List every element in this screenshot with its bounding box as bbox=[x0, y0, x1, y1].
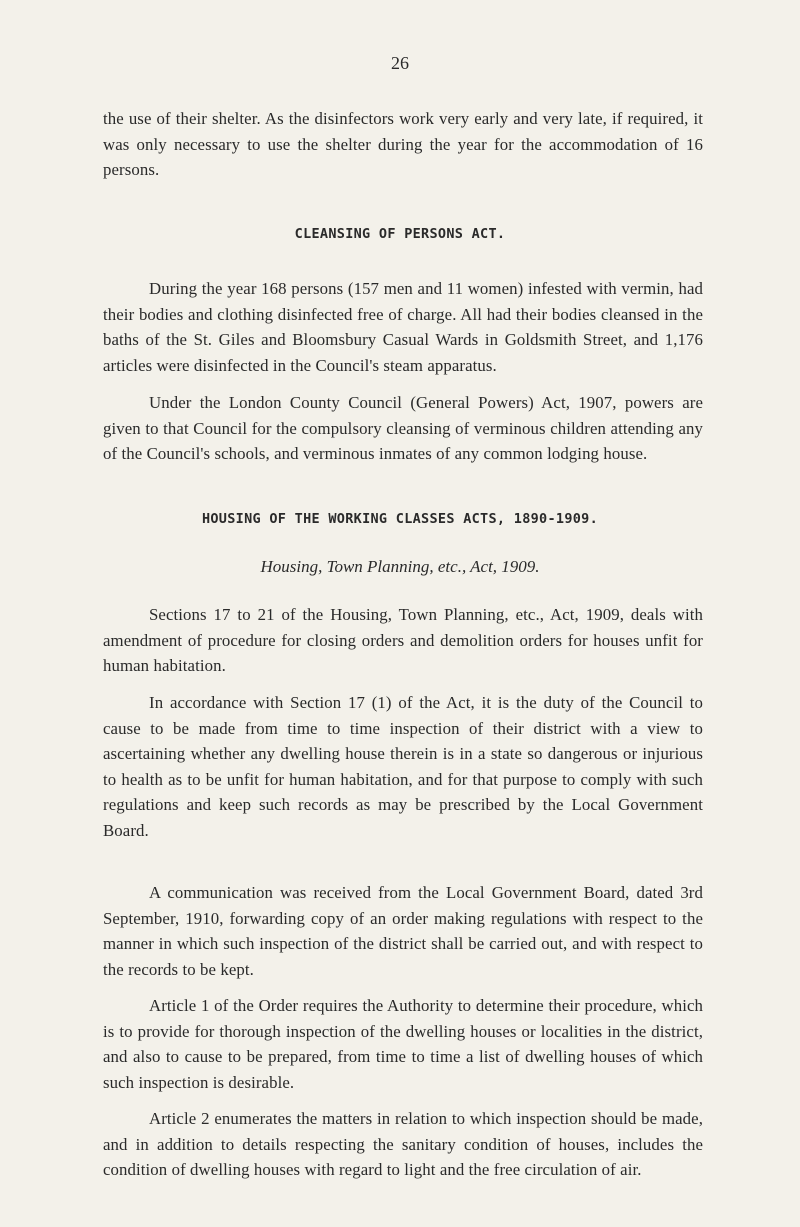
paragraph-shelter-use: the use of their shelter. As the disinfectors work very early and very late, if required, it was only necessary to use the shelter during the year for the accommodation of 16 persons. bbox=[103, 109, 703, 180]
paragraph-section-17-duty: In accordance with Section 17 (1) of the Act, it is the duty of the Council to cause to be made from time to time inspection of their district with a view to ascertaining whether any dwelling house therein is in a state so dangerous or injurious to health as to be unfit for human habitation, and for that purpose to comply with such regulations and keep such records as may be prescribed by the Local Government Board. bbox=[103, 693, 703, 840]
page-number: 26 bbox=[391, 53, 409, 73]
heading-housing-working-classes-acts: HOUSING OF THE WORKING CLASSES ACTS, 1890-1909. bbox=[201, 511, 599, 527]
paragraph-lcc-powers: Under the London County Council (General Powers) Act, 1907, powers are given to that Council for the compulsory cleansing of verminous children attending any of the Council's schools, and verminous inmates of any common lodging house. bbox=[103, 393, 703, 464]
paragraph-article-2: Article 2 enumerates the matters in relation to which inspection should be made, and in addition to details respecting the sanitary condition of houses, includes the condition of dwelling houses with regard to light and the free circulation of air. bbox=[103, 1109, 703, 1180]
paragraph-lgb-communication: A communication was received from the Local Government Board, dated 3rd September, 1910, forwarding copy of an order making regulations with respect to the manner in which such inspection of the district shall be carried out, and with respect to the records to be kept. bbox=[103, 883, 703, 979]
paragraph-article-1: Article 1 of the Order requires the Authority to determine their procedure, which is to provide for thorough inspection of the dwelling houses or localities in the district, and also to cause to be prepared, from time to time a list of dwelling houses of which such inspection is desirable. bbox=[103, 996, 703, 1092]
paragraph-persons-disinfected: During the year 168 persons (157 men and 11 women) infested with vermin, had their bodies and clothing disinfected free of charge. All had their bodies cleansed in the baths of the St. Giles and Bloomsbury Casual Wards in Goldsmith Street, and 1,176 articles were disinfected in the Council's steam apparatus. bbox=[103, 279, 703, 375]
paragraph-sections-17-21: Sections 17 to 21 of the Housing, Town Planning, etc., Act, 1909, deals with amendment of procedure for closing orders and demolition orders for houses unfit for human habitation. bbox=[103, 605, 703, 676]
subheading-housing-town-planning-act: Housing, Town Planning, etc., Act, 1909. bbox=[260, 557, 540, 576]
heading-cleansing-of-persons-act: CLEANSING OF PERSONS ACT. bbox=[294, 226, 506, 242]
